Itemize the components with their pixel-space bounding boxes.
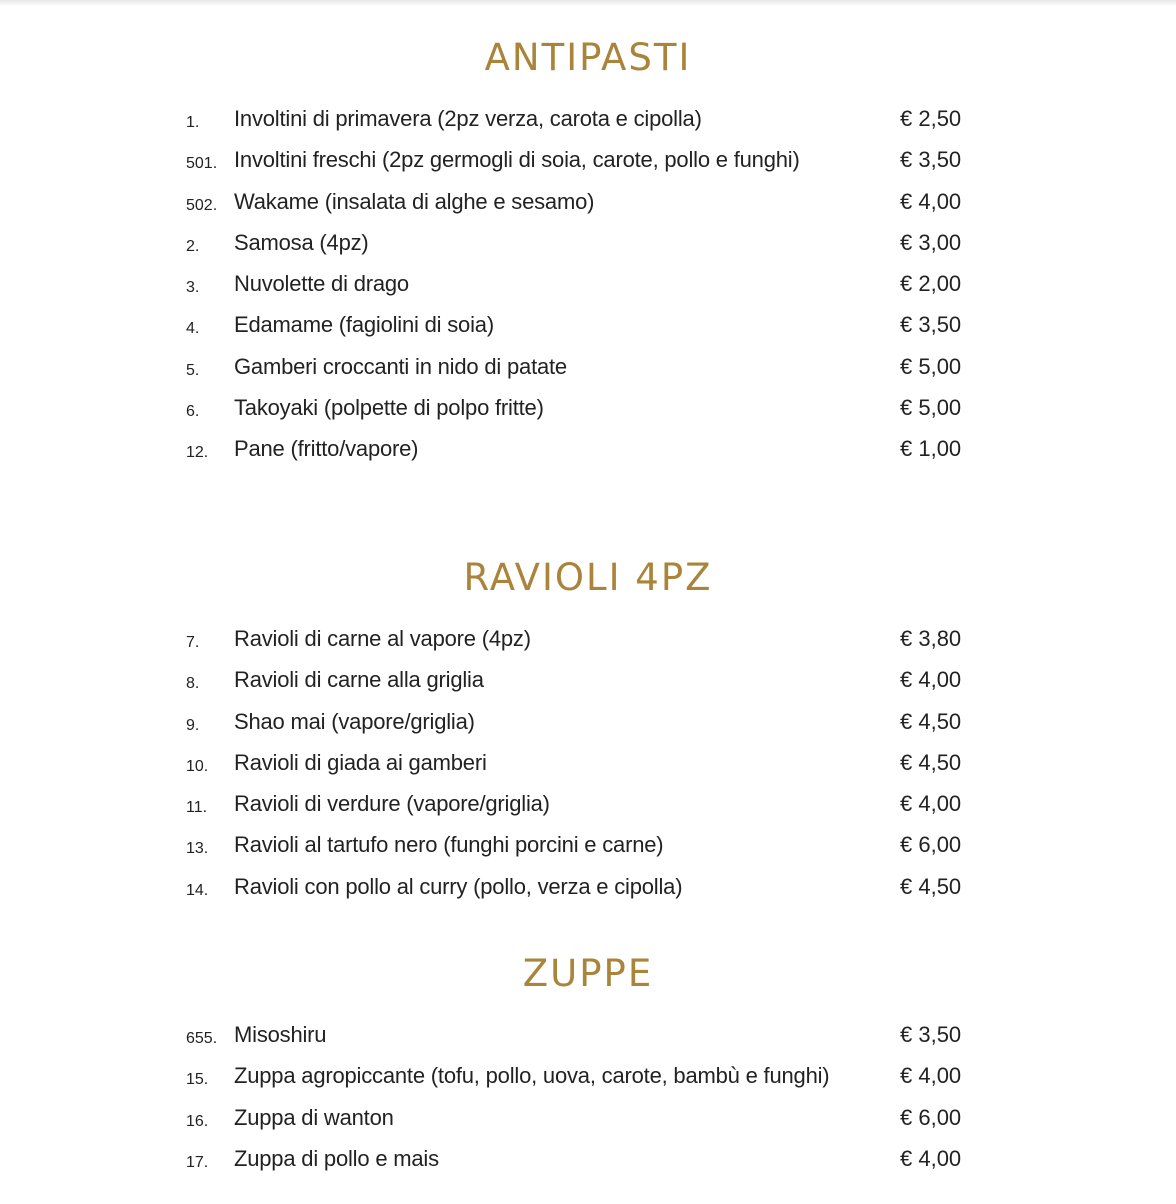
menu-item <box>186 436 966 477</box>
item-price: € 3,50 <box>900 312 962 338</box>
item-name: Edamame (fagiolini di soia) <box>234 312 494 338</box>
section-title-zuppe: ZUPPE <box>522 952 654 995</box>
item-number: 11. <box>186 799 208 817</box>
item-number: 2. <box>186 237 200 255</box>
item-name: Samosa (4pz) <box>234 229 369 255</box>
menu-item <box>186 147 966 188</box>
item-price: € 6,00 <box>900 832 962 858</box>
item-number: 655. <box>186 1030 218 1047</box>
item-number: 10. <box>186 757 209 775</box>
menu-list-zuppe <box>186 1022 966 1187</box>
item-price: € 4,00 <box>900 1063 962 1089</box>
menu-item <box>186 106 966 147</box>
item-price: € 3,50 <box>900 147 962 173</box>
item-name: Gamberi croccanti in nido di patate <box>234 353 567 379</box>
item-price: € 4,00 <box>900 1145 962 1171</box>
section-title-antipasti: ANTIPASTI <box>484 36 692 79</box>
item-price: € 1,00 <box>900 436 962 462</box>
item-name: Involtini di primavera (2pz verza, carota e cipolla) <box>234 106 702 131</box>
item-name: Ravioli con pollo al curry (pollo, verza e cipolla) <box>234 873 683 899</box>
menu-list-ravioli <box>186 626 966 915</box>
menu-item <box>186 750 966 791</box>
item-price: € 6,00 <box>900 1104 962 1130</box>
item-number: 502. <box>186 196 218 214</box>
item-name: Zuppa di wanton <box>234 1104 394 1130</box>
item-number: 5. <box>186 361 200 379</box>
menu-item <box>186 1022 966 1063</box>
item-price: € 2,50 <box>900 106 962 131</box>
menu-item <box>186 271 966 312</box>
item-name: Wakame (insalata di alghe e sesamo) <box>234 188 595 214</box>
item-price: € 3,80 <box>900 626 962 651</box>
item-number: 16. <box>186 1112 209 1130</box>
item-number: 7. <box>186 634 200 651</box>
item-price: € 2,00 <box>900 271 962 297</box>
item-number: 9. <box>186 716 200 734</box>
item-name: Ravioli al tartufo nero (funghi porcini e carne) <box>234 832 664 858</box>
item-price: € 3,50 <box>900 1022 962 1047</box>
item-number: 14. <box>186 881 209 899</box>
menu-item <box>186 1063 966 1104</box>
item-price: € 5,00 <box>900 395 962 421</box>
item-name: Shao mai (vapore/griglia) <box>234 708 475 734</box>
item-number: 12. <box>186 444 209 462</box>
item-number: 13. <box>186 840 209 858</box>
item-name: Zuppa di pollo e mais <box>234 1145 439 1171</box>
item-name: Involtini freschi (2pz germogli di soia, carote, pollo e funghi) <box>234 147 800 173</box>
menu-item <box>186 832 966 873</box>
item-price: € 4,50 <box>900 873 962 899</box>
item-price: € 4,00 <box>900 188 962 214</box>
menu-list-antipasti <box>186 106 966 478</box>
menu-item <box>186 626 966 667</box>
item-name: Takoyaki (polpette di polpo fritte) <box>234 395 544 421</box>
item-name: Zuppa agropiccante (tofu, pollo, uova, carote, bambù e funghi) <box>234 1063 830 1089</box>
menu-item <box>186 230 966 271</box>
menu-item <box>186 189 966 230</box>
menu-item <box>186 395 966 436</box>
item-number: 6. <box>186 403 200 421</box>
menu-item <box>186 354 966 395</box>
item-price: € 4,00 <box>900 667 962 693</box>
item-number: 3. <box>186 279 200 297</box>
item-name: Misoshiru <box>234 1022 327 1047</box>
item-number: 1. <box>186 114 200 131</box>
top-edge-shadow <box>0 0 1176 6</box>
item-number: 8. <box>186 675 200 693</box>
item-number: 15. <box>186 1071 209 1089</box>
menu-item <box>186 791 966 832</box>
item-price: € 4,00 <box>900 791 962 817</box>
menu-item <box>186 874 966 915</box>
item-price: € 3,00 <box>900 229 962 255</box>
item-name: Ravioli di giada ai gamberi <box>234 749 487 775</box>
menu-item <box>186 667 966 708</box>
menu-item <box>186 1105 966 1146</box>
section-title-ravioli: RAVIOLI 4PZ <box>463 556 713 599</box>
item-number: 4. <box>186 320 200 338</box>
item-name: Pane (fritto/vapore) <box>234 436 419 462</box>
menu-item <box>186 1146 966 1187</box>
menu-item <box>186 312 966 353</box>
item-number: 17. <box>186 1153 209 1171</box>
item-number: 501. <box>186 155 218 173</box>
item-price: € 4,50 <box>900 708 962 734</box>
item-price: € 5,00 <box>900 353 962 379</box>
menu-item <box>186 709 966 750</box>
item-name: Ravioli di carne al vapore (4pz) <box>234 626 531 651</box>
item-price: € 4,50 <box>900 749 962 775</box>
item-name: Ravioli di carne alla griglia <box>234 667 484 693</box>
item-name: Ravioli di verdure (vapore/griglia) <box>234 791 550 817</box>
item-name: Nuvolette di drago <box>234 271 409 297</box>
